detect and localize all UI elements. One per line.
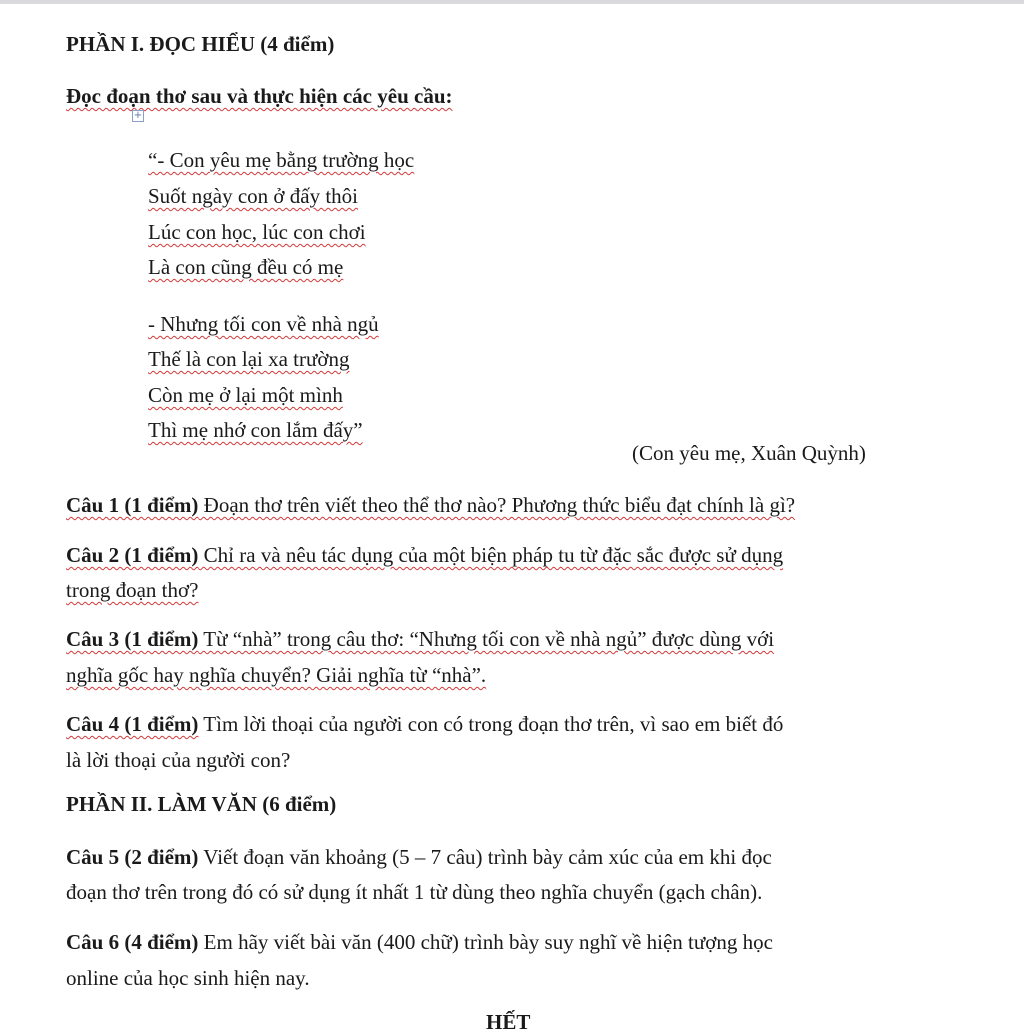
question-3 xyxy=(66,625,774,653)
poem-line: Thế là con lại xa trường xyxy=(148,347,350,371)
question-1 xyxy=(66,491,795,519)
question-label: Câu 6 (4 điểm) xyxy=(66,930,199,954)
question-text: Tìm lời thoại của người con có trong đoạn thơ trên, vì sao em biết đó xyxy=(198,712,784,736)
question-6-cont: online của học sinh hiện nay. xyxy=(66,966,310,990)
question-6 xyxy=(66,928,773,956)
question-label: Câu 2 (1 điểm) xyxy=(66,543,199,567)
poem-source: (Con yêu mẹ, Xuân Quỳnh) xyxy=(632,441,866,465)
question-label: Câu 4 (1 điểm) xyxy=(66,712,199,736)
poem-line: Thì mẹ nhớ con lắm đấy” xyxy=(148,418,363,442)
end-mark: HẾT xyxy=(486,1010,531,1034)
question-text: Em hãy viết bài văn (400 chữ) trình bày suy nghĩ về hiện tượng học xyxy=(198,930,773,954)
poem-line: “- Con yêu mẹ bằng trường học xyxy=(148,148,415,172)
part1-heading: PHẦN I. ĐỌC HIỂU (4 điểm) xyxy=(66,32,335,56)
question-5-cont: đoạn thơ trên trong đó có sử dụng ít nhất 1 từ dùng theo nghĩa chuyển (gạch chân). xyxy=(66,880,763,904)
question-text: Đoạn thơ trên viết theo thể thơ nào? Phương thức biểu đạt chính là gì? xyxy=(198,493,796,517)
poem-line: Là con cũng đều có mẹ xyxy=(148,255,344,279)
question-3-cont: nghĩa gốc hay nghĩa chuyển? Giải nghĩa từ “nhà”. xyxy=(66,663,487,687)
question-text: Từ “nhà” trong câu thơ: “Nhưng tối con về nhà ngủ” được dùng với xyxy=(198,627,775,651)
part1-instruction: Đọc đoạn thơ sau và thực hiện các yêu cầu: xyxy=(66,84,453,108)
question-label: Câu 3 (1 điểm) xyxy=(66,627,199,651)
question-label: Câu 1 (1 điểm) xyxy=(66,493,199,517)
question-4 xyxy=(66,710,783,738)
question-label: Câu 5 (2 điểm) xyxy=(66,845,199,869)
poem-line: - Nhưng tối con về nhà ngủ xyxy=(148,312,379,336)
poem-line: Lúc con học, lúc con chơi xyxy=(148,220,366,244)
question-text: Chỉ ra và nêu tác dụng của một biện pháp tu từ đặc sắc được sử dụng xyxy=(198,543,784,567)
poem-line: Suốt ngày con ở đấy thôi xyxy=(148,184,358,208)
poem-line: Còn mẹ ở lại một mình xyxy=(148,383,343,407)
question-5 xyxy=(66,843,772,871)
question-2 xyxy=(66,541,783,569)
question-2-cont: trong đoạn thơ? xyxy=(66,578,199,602)
part2-heading: PHẦN II. LÀM VĂN (6 điểm) xyxy=(66,792,337,816)
table-move-handle-icon[interactable]: + xyxy=(133,110,143,121)
question-text: Viết đoạn văn khoảng (5 – 7 câu) trình bày cảm xúc của em khi đọc xyxy=(198,845,772,869)
question-4-cont: là lời thoại của người con? xyxy=(66,748,291,772)
